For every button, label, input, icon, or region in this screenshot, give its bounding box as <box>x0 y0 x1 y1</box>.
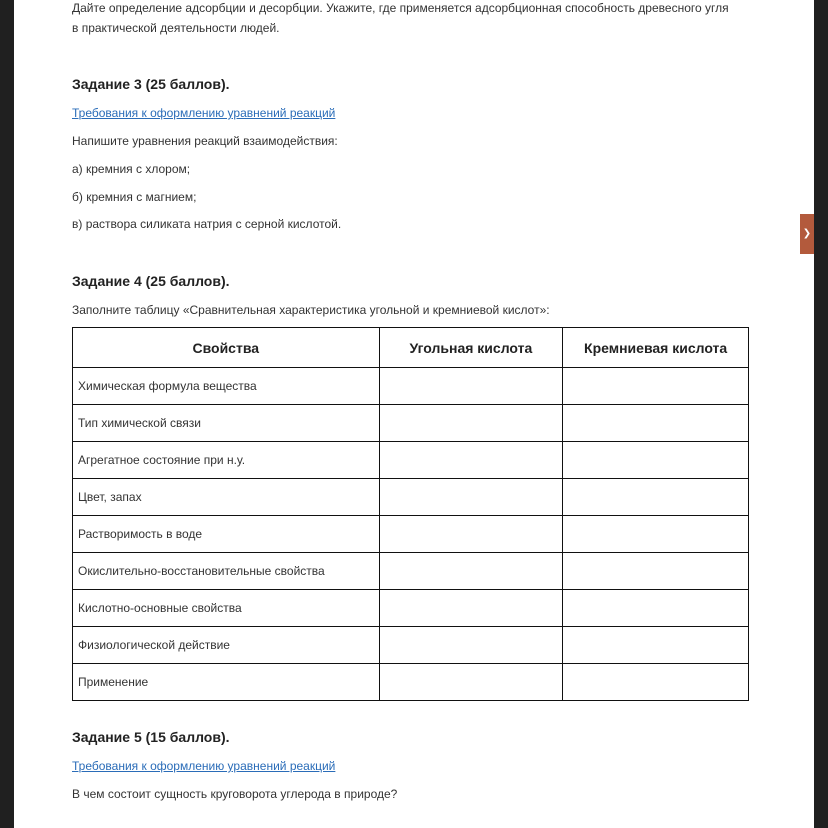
table-row <box>73 479 749 516</box>
task5-requirements-link[interactable]: Требования к оформлению уравнений реакций <box>72 759 336 773</box>
task3-item-c: в) раствора силиката натрия с серной кислотой. <box>72 217 342 231</box>
cell-silicic[interactable] <box>563 479 749 516</box>
table-row <box>73 442 749 479</box>
row-label: Применение <box>73 664 380 701</box>
header-properties: Свойства <box>73 328 380 368</box>
cell-silicic[interactable] <box>563 664 749 701</box>
cell-carbonic[interactable] <box>379 664 563 701</box>
cell-carbonic[interactable] <box>379 479 563 516</box>
task3-item-a: а) кремния с хлором; <box>72 162 191 176</box>
cell-carbonic[interactable] <box>379 405 563 442</box>
row-label: Кислотно-основные свойства <box>73 590 380 627</box>
row-label: Окислительно-восстановительные свойства <box>73 553 380 590</box>
task3-title: Задание 3 (25 баллов). <box>72 76 230 92</box>
cell-carbonic[interactable] <box>379 368 563 405</box>
task3-requirements-link[interactable]: Требования к оформлению уравнений реакций <box>72 106 336 120</box>
cell-carbonic[interactable] <box>379 590 563 627</box>
task4-prompt: Заполните таблицу «Сравнительная характеристика угольной и кремниевой кислот»: <box>72 303 550 317</box>
table-row <box>73 664 749 701</box>
row-label: Цвет, запах <box>73 479 380 516</box>
row-label: Физиологической действие <box>73 627 380 664</box>
task5-title: Задание 5 (15 баллов). <box>72 729 230 745</box>
table-row <box>73 405 749 442</box>
cell-carbonic[interactable] <box>379 627 563 664</box>
table-row <box>73 368 749 405</box>
row-label: Химическая формула вещества <box>73 368 380 405</box>
cell-silicic[interactable] <box>563 627 749 664</box>
comparison-table <box>72 327 749 701</box>
header-carbonic-acid: Угольная кислота <box>379 328 563 368</box>
cell-silicic[interactable] <box>563 442 749 479</box>
row-label: Агрегатное состояние при н.у. <box>73 442 380 479</box>
cell-silicic[interactable] <box>563 368 749 405</box>
task3-item-b: б) кремния с магнием; <box>72 190 197 204</box>
cell-silicic[interactable] <box>563 590 749 627</box>
row-label: Тип химической связи <box>73 405 380 442</box>
intro-paragraph: Дайте определение адсорбции и десорбции. Укажите, где применяется адсорбционная способность древесного угля в практической деятельности людей. <box>72 1 729 35</box>
cell-silicic[interactable] <box>563 516 749 553</box>
cell-silicic[interactable] <box>563 405 749 442</box>
cell-carbonic[interactable] <box>379 516 563 553</box>
side-tab[interactable]: ❯ <box>800 214 814 254</box>
table-row <box>73 590 749 627</box>
task4-title: Задание 4 (25 баллов). <box>72 273 230 289</box>
cell-carbonic[interactable] <box>379 553 563 590</box>
task3-prompt: Напишите уравнения реакций взаимодействия: <box>72 134 338 148</box>
task5-prompt: В чем состоит сущность круговорота углерода в природе? <box>72 787 398 801</box>
row-label: Растворимость в воде <box>73 516 380 553</box>
table-row <box>73 516 749 553</box>
table-row <box>73 553 749 590</box>
header-silicic-acid: Кремниевая кислота <box>563 328 749 368</box>
document-page <box>14 0 814 828</box>
table-row <box>73 627 749 664</box>
table-header-row <box>73 328 749 368</box>
cell-carbonic[interactable] <box>379 442 563 479</box>
cell-silicic[interactable] <box>563 553 749 590</box>
